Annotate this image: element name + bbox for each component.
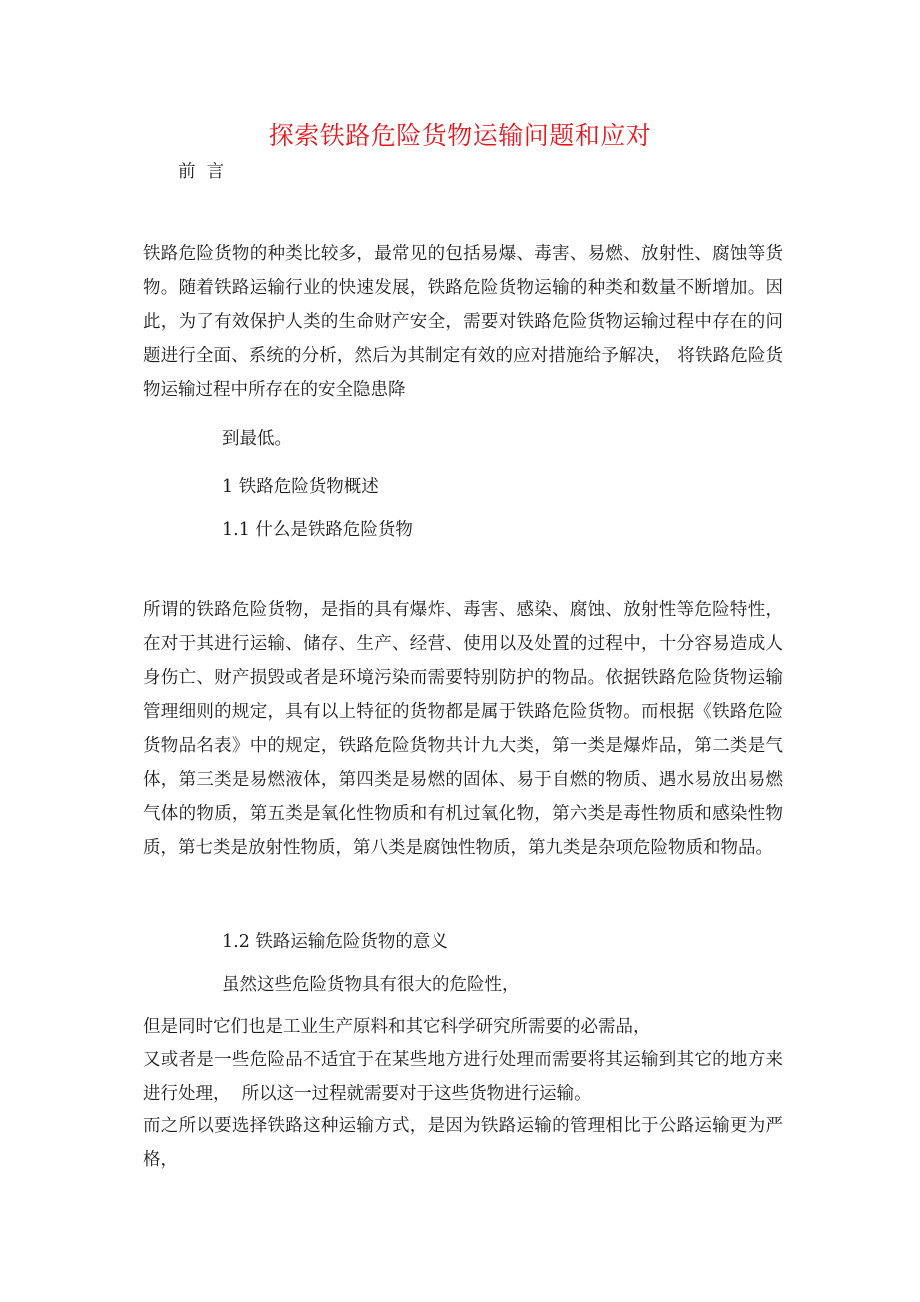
- section-1-2-paragraph-4: 而之所以要选择铁路这种运输方式，是因为铁路运输的管理相比于公路运输更为严格，: [143, 1116, 783, 1170]
- document-title: 探索铁路危险货物运输问题和应对: [268, 121, 652, 150]
- intro-tail: 到最低。: [222, 429, 292, 449]
- section-1-1-heading: 1.1 什么是铁路危险货物: [222, 520, 413, 540]
- section-1-heading: 1 铁路危险货物概述: [222, 477, 379, 497]
- preface-heading: 前 言: [178, 162, 225, 182]
- section-1-1-paragraph: 所谓的铁路危险货物，是指的具有爆炸、毒害、感染、腐蚀、放射性等危险特性，在对于其进行运输、储存、生产、经营、使用以及处置的过程中，十分容易造成人身伤亡、财产损毁或者是环境污染而需要特别防护的物品。依据铁路危险货物运输管理细则的规定，具有以上特征的货物都是属于铁路危险货物。而根据《铁路危险货物品名表》中的规定，铁路危险货物共计九大类，第一类是爆炸品，第二类是气体，第三类是易燃液体，第四类是易燃的固体、易于自燃的物质、遇水易放出易燃气体的物质，第五类是氧化性物质和有机过氧化物，第六类是毒性物质和感染性物质，第七类是放射性物质，第八类是腐蚀性物质，第九类是杂项危险物质和物品。: [143, 600, 783, 858]
- section-1-2-line-2: 但是同时它们也是工业生产原料和其它科学研究所需要的必需品，: [143, 1017, 651, 1037]
- section-1-2-paragraph-3: 又或者是一些危险品不适宜于在某些地方进行处理而需要将其运输到其它的地方来进行处理， 所以这一过程就需要对于这些货物进行运输。: [143, 1050, 783, 1104]
- section-1-2-line-1: 虽然这些危险货物具有很大的危险性，: [222, 975, 520, 995]
- section-1-2-heading: 1.2 铁路运输危险货物的意义: [222, 932, 448, 952]
- intro-paragraph: 铁路危险货物的种类比较多，最常见的包括易爆、毒害、易燃、放射性、腐蚀等货物。随着铁路运输行业的快速发展，铁路危险货物运输的种类和数量不断增加。因此，为了有效保护人类的生命财产安全，需要对铁路危险货物运输过程中存在的问题进行全面、系统的分析，然后为其制定有效的应对措施给予解决， 将铁路危险货物运输过程中所存在的安全隐患降: [143, 244, 783, 400]
